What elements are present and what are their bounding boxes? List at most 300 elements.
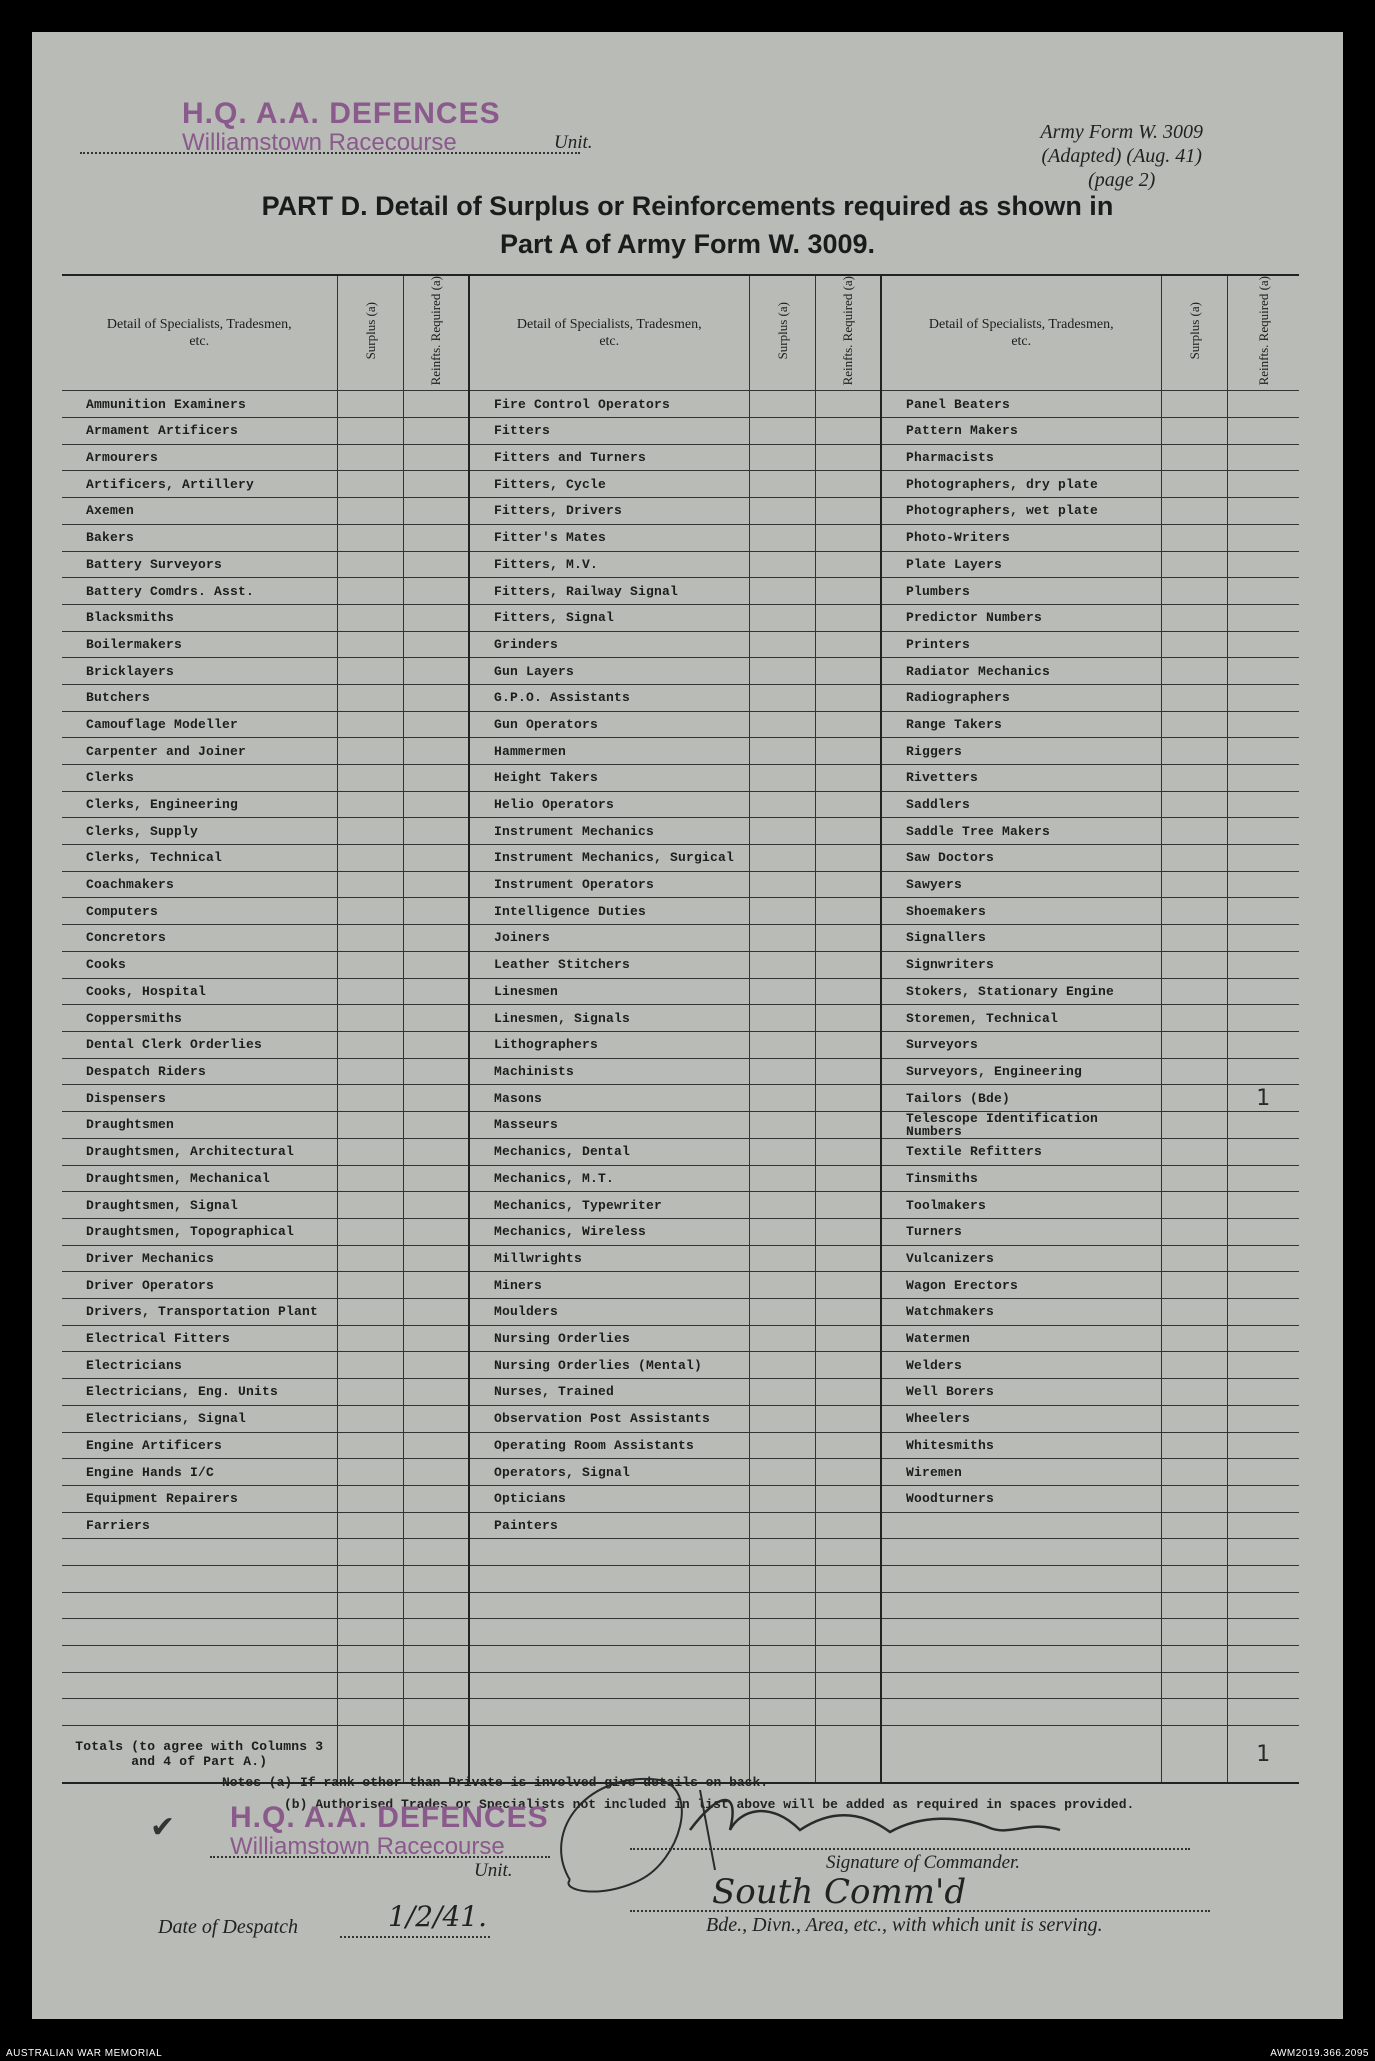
table-cell-reinfts [815, 1299, 881, 1326]
table-cell-specialist: Despatch Riders [62, 1058, 337, 1085]
table-cell-specialist [469, 1672, 749, 1699]
note-a: Notes—(a) If rank other than Private is involved give details on back. [222, 1775, 769, 1790]
table-cell-reinfts [1227, 471, 1299, 498]
table-cell-reinfts [1227, 1485, 1299, 1512]
table-cell-surplus [1161, 1565, 1227, 1592]
table-cell-specialist: Fitters and Turners [469, 444, 749, 471]
table-cell-surplus [749, 1565, 815, 1592]
table-cell-reinfts [1227, 1565, 1299, 1592]
table-cell-surplus [337, 578, 403, 605]
table-cell-surplus [337, 1539, 403, 1566]
table-header-row [62, 275, 1299, 391]
table-cell-surplus [749, 818, 815, 845]
table-cell-specialist: Engine Artificers [62, 1432, 337, 1459]
table-cell-surplus [337, 1192, 403, 1219]
table-cell-reinfts [403, 1405, 469, 1432]
table-cell-specialist [881, 1699, 1161, 1726]
table-cell-reinfts [1227, 738, 1299, 765]
table-cell-reinfts [815, 578, 881, 605]
table-row [62, 978, 1299, 1005]
table-row [62, 444, 1299, 471]
table-cell-surplus [337, 1672, 403, 1699]
table-cell-reinfts: 1 [1227, 1085, 1299, 1112]
table-cell-reinfts [815, 524, 881, 551]
table-cell-surplus [749, 738, 815, 765]
table-cell-specialist: Tinsmiths [881, 1165, 1161, 1192]
table-cell-reinfts [815, 951, 881, 978]
table-cell-reinfts [403, 658, 469, 685]
table-cell-surplus [749, 551, 815, 578]
table-cell-specialist: Dental Clerk Orderlies [62, 1031, 337, 1058]
date-value: 1/2/41. [388, 1900, 488, 1933]
totals-cell: 1 [1227, 1726, 1299, 1784]
table-cell-specialist: Signwriters [881, 951, 1161, 978]
table-cell-specialist: Draughtsmen, Topographical [62, 1219, 337, 1246]
table-cell-reinfts [1227, 1058, 1299, 1085]
table-cell-specialist: Linesmen, Signals [469, 1005, 749, 1032]
table-cell-surplus [749, 471, 815, 498]
table-row [62, 1219, 1299, 1246]
table-cell-surplus [1161, 1138, 1227, 1165]
unit-stamp-line1: H.Q. A.A. DEFENCES [182, 97, 501, 130]
table-cell-reinfts [403, 765, 469, 792]
table-cell-surplus [1161, 845, 1227, 872]
table-cell-specialist: Draughtsmen, Signal [62, 1192, 337, 1219]
table-row [62, 524, 1299, 551]
table-cell-reinfts [815, 391, 881, 418]
table-cell-surplus [1161, 524, 1227, 551]
table-cell-surplus [337, 1219, 403, 1246]
table-cell-specialist: Operators, Signal [469, 1459, 749, 1486]
table-cell-surplus [337, 871, 403, 898]
table-cell-surplus [749, 524, 815, 551]
table-cell-specialist: Nursing Orderlies [469, 1325, 749, 1352]
table-cell-specialist: Riggers [881, 738, 1161, 765]
table-cell-reinfts [1227, 444, 1299, 471]
table-cell-specialist: Telescope Identification Numbers [881, 1111, 1161, 1138]
table-cell-reinfts [1227, 1619, 1299, 1646]
table-cell-specialist: Watermen [881, 1325, 1161, 1352]
table-cell-surplus [337, 471, 403, 498]
table-cell-reinfts [403, 711, 469, 738]
table-cell-surplus [1161, 978, 1227, 1005]
table-cell-specialist: Battery Surveyors [62, 551, 337, 578]
table-cell-reinfts [815, 871, 881, 898]
table-cell-reinfts [815, 418, 881, 445]
table-cell-specialist: Artificers, Artillery [62, 471, 337, 498]
table-cell-surplus [1161, 951, 1227, 978]
table-cell-surplus [749, 1592, 815, 1619]
table-cell-specialist: Surveyors [881, 1031, 1161, 1058]
table-cell-reinfts [1227, 1192, 1299, 1219]
table-cell-specialist: Dispensers [62, 1085, 337, 1112]
table-cell-specialist: Predictor Numbers [881, 604, 1161, 631]
table-cell-reinfts [815, 845, 881, 872]
table-cell-reinfts [815, 1379, 881, 1406]
table-cell-specialist: Watchmakers [881, 1299, 1161, 1326]
table-cell-specialist: Miners [469, 1272, 749, 1299]
table-cell-reinfts [403, 444, 469, 471]
table-cell-surplus [1161, 604, 1227, 631]
table-cell-reinfts [815, 1111, 881, 1138]
table-cell-reinfts [403, 1192, 469, 1219]
table-cell-reinfts [815, 1192, 881, 1219]
table-cell-specialist: Camouflage Modeller [62, 711, 337, 738]
table-cell-reinfts [403, 391, 469, 418]
table-cell-surplus [337, 1512, 403, 1539]
table-cell-specialist: Range Takers [881, 711, 1161, 738]
table-cell-reinfts [403, 871, 469, 898]
table-cell-reinfts [1227, 1699, 1299, 1726]
table-cell-surplus [337, 765, 403, 792]
table-cell-reinfts [1227, 791, 1299, 818]
table-cell-reinfts [403, 1272, 469, 1299]
table-cell-surplus [337, 1379, 403, 1406]
table-cell-specialist: Masseurs [469, 1111, 749, 1138]
table-cell-surplus [1161, 1699, 1227, 1726]
table-cell-specialist: Driver Operators [62, 1272, 337, 1299]
table-cell-surplus [337, 951, 403, 978]
table-cell-specialist: Painters [469, 1512, 749, 1539]
table-cell-reinfts [1227, 845, 1299, 872]
table-cell-specialist: Gun Operators [469, 711, 749, 738]
unit-stamp-line2: Williamstown Racecourse [182, 129, 457, 156]
table-row [62, 604, 1299, 631]
table-cell-reinfts [815, 765, 881, 792]
note-b: (b) Authorised Trades or Specialists not included in list above will be added as required in spaces provided. [284, 1797, 1135, 1812]
table-cell-reinfts [1227, 1405, 1299, 1432]
credit-left: AUSTRALIAN WAR MEMORIAL [6, 2048, 163, 2059]
footer-unit-stamp [230, 1802, 549, 1860]
table-cell-specialist: Surveyors, Engineering [881, 1058, 1161, 1085]
table-cell-specialist: Fitter's Mates [469, 524, 749, 551]
table-cell-reinfts [1227, 1245, 1299, 1272]
table-cell-reinfts [403, 1565, 469, 1592]
table-cell-reinfts [815, 898, 881, 925]
table-cell-reinfts [1227, 1646, 1299, 1673]
table-cell-surplus [337, 791, 403, 818]
table-row [62, 1031, 1299, 1058]
table-row [62, 658, 1299, 685]
table-cell-reinfts [403, 578, 469, 605]
table-row [62, 684, 1299, 711]
table-cell-specialist: Toolmakers [881, 1192, 1161, 1219]
table-cell-surplus [749, 1405, 815, 1432]
table-cell-specialist [62, 1539, 337, 1566]
table-row [62, 1646, 1299, 1673]
table-cell-reinfts [1227, 1005, 1299, 1032]
table-cell-specialist: Farriers [62, 1512, 337, 1539]
table-cell-specialist [881, 1539, 1161, 1566]
table-cell-surplus [1161, 818, 1227, 845]
table-cell-specialist: G.P.O. Assistants [469, 684, 749, 711]
table-cell-specialist: Masons [469, 1085, 749, 1112]
table-cell-surplus [1161, 1219, 1227, 1246]
table-cell-surplus [1161, 1111, 1227, 1138]
table-cell-surplus [1161, 925, 1227, 952]
table-cell-reinfts [1227, 551, 1299, 578]
table-cell-reinfts [403, 1512, 469, 1539]
table-row [62, 1272, 1299, 1299]
footer-stamp-line1: H.Q. A.A. DEFENCES [230, 1801, 549, 1834]
table-cell-surplus [749, 1512, 815, 1539]
table-cell-surplus [1161, 1165, 1227, 1192]
table-cell-specialist: Machinists [469, 1058, 749, 1085]
table-row [62, 1485, 1299, 1512]
table-cell-surplus [337, 738, 403, 765]
table-cell-surplus [1161, 1619, 1227, 1646]
table-cell-surplus [749, 631, 815, 658]
table-cell-specialist [62, 1646, 337, 1673]
table-cell-specialist: Radiographers [881, 684, 1161, 711]
unit-dotted-line [80, 152, 580, 154]
table-cell-surplus [749, 604, 815, 631]
table-cell-surplus [1161, 1352, 1227, 1379]
table-cell-reinfts [815, 498, 881, 525]
table-cell-specialist: Radiator Mechanics [881, 658, 1161, 685]
table-cell-specialist: Stokers, Stationary Engine [881, 978, 1161, 1005]
table-cell-specialist: Axemen [62, 498, 337, 525]
table-cell-surplus [337, 711, 403, 738]
table-cell-surplus [1161, 1459, 1227, 1486]
table-cell-surplus [337, 898, 403, 925]
table-cell-surplus [337, 1325, 403, 1352]
table-cell-specialist: Electricians, Signal [62, 1405, 337, 1432]
table-cell-specialist: Welders [881, 1352, 1161, 1379]
table-cell-specialist: Storemen, Technical [881, 1005, 1161, 1032]
table-cell-specialist: Intelligence Duties [469, 898, 749, 925]
table-cell-specialist: Fitters, Cycle [469, 471, 749, 498]
table-cell-specialist [469, 1619, 749, 1646]
table-row [62, 1192, 1299, 1219]
table-cell-reinfts [815, 1565, 881, 1592]
table-cell-specialist: Bakers [62, 524, 337, 551]
table-cell-surplus [749, 1485, 815, 1512]
table-cell-reinfts [403, 1539, 469, 1566]
table-cell-reinfts [1227, 765, 1299, 792]
table-row [62, 1245, 1299, 1272]
table-cell-reinfts [1227, 818, 1299, 845]
table-cell-reinfts [1227, 578, 1299, 605]
table-cell-surplus [1161, 631, 1227, 658]
table-cell-surplus [337, 818, 403, 845]
table-cell-reinfts [403, 1672, 469, 1699]
table-cell-specialist: Bricklayers [62, 658, 337, 685]
table-cell-surplus [749, 951, 815, 978]
table-cell-surplus [749, 578, 815, 605]
table-row [62, 1379, 1299, 1406]
table-cell-surplus [749, 871, 815, 898]
table-cell-surplus [1161, 498, 1227, 525]
table-cell-surplus [337, 1432, 403, 1459]
table-cell-surplus [337, 978, 403, 1005]
table-cell-surplus [337, 1565, 403, 1592]
footer-stamp-line2: Williamstown Racecourse [230, 1833, 505, 1860]
table-cell-reinfts [1227, 1352, 1299, 1379]
table-cell-reinfts [403, 898, 469, 925]
table-cell-reinfts [815, 1405, 881, 1432]
header-surplus-1: Surplus (a) [337, 275, 403, 391]
header-detail-1: Detail of Specialists, Tradesmen, etc. [62, 275, 337, 391]
table-cell-surplus [749, 1031, 815, 1058]
table-cell-specialist: Wheelers [881, 1405, 1161, 1432]
table-cell-reinfts [403, 1031, 469, 1058]
table-cell-surplus [749, 418, 815, 445]
table-cell-surplus [1161, 658, 1227, 685]
table-cell-specialist: Engine Hands I/C [62, 1459, 337, 1486]
table-cell-reinfts [1227, 524, 1299, 551]
table-row [62, 1058, 1299, 1085]
table-cell-surplus [1161, 1005, 1227, 1032]
table-cell-reinfts [1227, 604, 1299, 631]
table-cell-surplus [337, 1646, 403, 1673]
table-cell-reinfts [403, 1245, 469, 1272]
form-ref-line3: (page 2) [1088, 169, 1156, 191]
table-cell-reinfts [1227, 1031, 1299, 1058]
table-cell-reinfts [1227, 1379, 1299, 1406]
table-cell-surplus [337, 845, 403, 872]
table-cell-surplus [1161, 684, 1227, 711]
table-cell-reinfts [403, 845, 469, 872]
table-cell-specialist [62, 1592, 337, 1619]
table-cell-surplus [749, 391, 815, 418]
table-cell-surplus [1161, 444, 1227, 471]
table-cell-reinfts [1227, 1138, 1299, 1165]
table-cell-surplus [749, 898, 815, 925]
table-cell-reinfts [403, 925, 469, 952]
table-cell-reinfts [403, 818, 469, 845]
bde-label: Bde., Divn., Area, etc., with which unit is serving. [706, 1914, 1103, 1936]
table-cell-specialist: Panel Beaters [881, 391, 1161, 418]
table-row [62, 1672, 1299, 1699]
table-cell-reinfts [403, 471, 469, 498]
table-cell-specialist: Mechanics, Typewriter [469, 1192, 749, 1219]
table-cell-specialist [881, 1672, 1161, 1699]
table-cell-specialist: Fitters, Railway Signal [469, 578, 749, 605]
header-surplus-3: Surplus (a) [1161, 275, 1227, 391]
table-cell-specialist: Instrument Operators [469, 871, 749, 898]
bde-value: South Comm'd [712, 1872, 967, 1912]
table-cell-specialist [881, 1512, 1161, 1539]
table-cell-reinfts [403, 551, 469, 578]
table-cell-surplus [1161, 1485, 1227, 1512]
table-cell-surplus [749, 1005, 815, 1032]
table-cell-reinfts [815, 1432, 881, 1459]
table-cell-specialist: Battery Comdrs. Asst. [62, 578, 337, 605]
table-cell-surplus [337, 1138, 403, 1165]
table-row [62, 578, 1299, 605]
table-cell-reinfts [403, 1219, 469, 1246]
table-cell-specialist: Observation Post Assistants [469, 1405, 749, 1432]
table-cell-reinfts [815, 1619, 881, 1646]
table-row [62, 925, 1299, 952]
table-cell-surplus [1161, 1325, 1227, 1352]
table-cell-specialist: Helio Operators [469, 791, 749, 818]
table-row [62, 711, 1299, 738]
table-cell-reinfts [815, 1592, 881, 1619]
table-cell-surplus [337, 1085, 403, 1112]
table-cell-specialist [469, 1592, 749, 1619]
table-cell-specialist: Lithographers [469, 1031, 749, 1058]
date-dotted-line [340, 1936, 490, 1938]
table-row [62, 1165, 1299, 1192]
table-cell-surplus [337, 1272, 403, 1299]
table-cell-specialist: Opticians [469, 1485, 749, 1512]
table-cell-specialist: Electrical Fitters [62, 1325, 337, 1352]
table-cell-specialist: Equipment Repairers [62, 1485, 337, 1512]
table-cell-reinfts [1227, 1165, 1299, 1192]
table-cell-specialist: Shoemakers [881, 898, 1161, 925]
table-row [62, 551, 1299, 578]
table-cell-surplus [337, 925, 403, 952]
table-cell-surplus [337, 551, 403, 578]
table-cell-surplus [749, 1646, 815, 1673]
table-cell-reinfts [1227, 1459, 1299, 1486]
table-cell-surplus [749, 1219, 815, 1246]
table-cell-reinfts [815, 444, 881, 471]
table-cell-surplus [1161, 1085, 1227, 1112]
table-cell-reinfts [1227, 1219, 1299, 1246]
table-cell-surplus [337, 1165, 403, 1192]
table-cell-specialist: Armament Artificers [62, 418, 337, 445]
table-cell-specialist: Butchers [62, 684, 337, 711]
table-cell-surplus [749, 658, 815, 685]
table-cell-specialist [469, 1646, 749, 1673]
table-cell-surplus [749, 791, 815, 818]
table-cell-reinfts [1227, 1111, 1299, 1138]
table-cell-surplus [337, 1058, 403, 1085]
table-row [62, 1352, 1299, 1379]
table-cell-surplus [1161, 1646, 1227, 1673]
tick-mark-icon: ✔ [150, 1811, 176, 1844]
table-cell-reinfts [403, 631, 469, 658]
table-cell-reinfts [815, 1245, 881, 1272]
table-cell-specialist: Moulders [469, 1299, 749, 1326]
table-cell-specialist: Electricians [62, 1352, 337, 1379]
table-cell-surplus [337, 1299, 403, 1326]
table-cell-surplus [749, 1085, 815, 1112]
table-row [62, 1619, 1299, 1646]
table-cell-reinfts [815, 551, 881, 578]
table-cell-surplus [749, 1299, 815, 1326]
table-cell-reinfts [1227, 951, 1299, 978]
table-cell-surplus [749, 1111, 815, 1138]
table-cell-reinfts [815, 1005, 881, 1032]
table-row [62, 1085, 1299, 1112]
table-row [62, 418, 1299, 445]
table-cell-specialist: Printers [881, 631, 1161, 658]
table-cell-surplus [1161, 1245, 1227, 1272]
table-cell-surplus [337, 1592, 403, 1619]
table-cell-reinfts [815, 1085, 881, 1112]
table-cell-surplus [1161, 1539, 1227, 1566]
table-cell-reinfts [815, 925, 881, 952]
table-cell-specialist: Hammermen [469, 738, 749, 765]
table-cell-specialist: Wiremen [881, 1459, 1161, 1486]
table-cell-specialist: Boilermakers [62, 631, 337, 658]
table-cell-specialist: Carpenter and Joiner [62, 738, 337, 765]
header-reinfts-3: Reinfts. Required (a) [1227, 275, 1299, 391]
table-cell-reinfts [815, 1272, 881, 1299]
table-cell-surplus [749, 925, 815, 952]
table-cell-surplus [1161, 1405, 1227, 1432]
table-cell-reinfts [815, 471, 881, 498]
table-row [62, 391, 1299, 418]
table-cell-reinfts [815, 631, 881, 658]
table-cell-specialist: Fitters, M.V. [469, 551, 749, 578]
table-cell-specialist: Fitters [469, 418, 749, 445]
specialists-table [62, 274, 1299, 1784]
